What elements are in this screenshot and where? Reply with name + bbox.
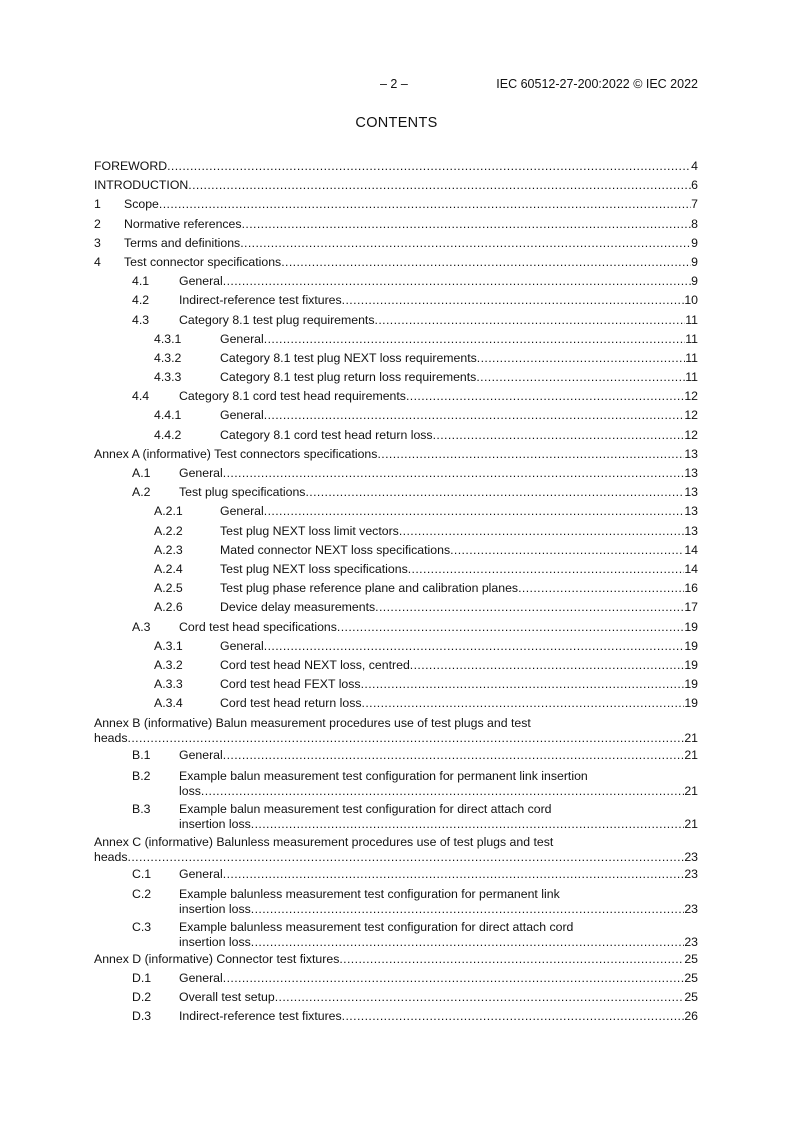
toc-entry-line	[113, 1007, 698, 1026]
toc-entry[interactable]	[94, 598, 698, 617]
toc-entry-title[interactable]: INTRODUCTION	[94, 178, 189, 193]
toc-entry[interactable]	[94, 387, 698, 406]
toc-entry-title-continued[interactable]: insertion loss	[179, 934, 251, 949]
toc-page-number[interactable]: 25	[684, 951, 698, 966]
toc-entry-number: A.2.3	[154, 542, 183, 557]
toc-page-number[interactable]: 19	[684, 677, 698, 692]
toc-page-number[interactable]: 12	[684, 389, 698, 404]
toc-entry[interactable]	[94, 694, 698, 713]
toc-leader-dots	[305, 483, 684, 502]
toc-leader-dots	[223, 865, 685, 884]
toc-entry-number: A.2.6	[154, 600, 183, 615]
toc-page-number[interactable]: 19	[684, 696, 698, 711]
toc-entry-line	[94, 950, 698, 969]
document-reference: IEC 60512-27-200:2022 © IEC 2022	[496, 77, 698, 91]
toc-entry-title[interactable]: Mated connector NEXT loss specifications	[220, 542, 451, 557]
toc-leader-dots	[223, 272, 691, 291]
toc-entry-first-line	[94, 713, 698, 730]
toc-entry-number: A.3.1	[154, 638, 183, 653]
toc-leader-dots	[128, 849, 685, 865]
toc-leader-dots	[477, 349, 685, 368]
toc-entry-line	[124, 330, 698, 349]
toc-entry-title-continued[interactable]: insertion loss	[179, 816, 251, 831]
toc-entry-title[interactable]: FOREWORD	[94, 159, 168, 173]
toc-entry-line	[94, 215, 698, 234]
toc-entry-title[interactable]: Annex B (informative) Balun measurement procedures use of test plugs and test	[94, 716, 531, 731]
toc-entry-title[interactable]: Category 8.1 test plug NEXT loss requirements	[220, 350, 477, 365]
toc-entry[interactable]	[94, 656, 698, 675]
toc-entry[interactable]	[94, 522, 698, 541]
toc-entry[interactable]	[94, 445, 698, 464]
toc-entry-line	[94, 195, 698, 214]
toc-entry-line	[113, 464, 698, 483]
toc-leader-dots	[361, 675, 685, 694]
toc-page-number[interactable]: 25	[684, 971, 698, 985]
toc-entry-first-line	[113, 766, 698, 783]
toc-entry-line	[94, 253, 698, 272]
toc-entry-number: 2	[94, 216, 101, 231]
toc-entry-line	[124, 675, 698, 694]
toc-entry-title-continued[interactable]: heads	[94, 731, 128, 746]
toc-entry[interactable]	[94, 799, 698, 832]
toc-page-number[interactable]: 14	[684, 561, 698, 576]
toc-entry[interactable]	[94, 713, 698, 746]
toc-entry-number: A.2.5	[154, 581, 183, 596]
toc-entry-line	[113, 969, 698, 988]
toc-page-number[interactable]: 21	[684, 748, 698, 763]
toc-entry-line	[124, 598, 698, 617]
toc-entry-line	[94, 445, 698, 464]
toc-entry-number: D.3	[132, 1009, 152, 1024]
toc-entry[interactable]	[94, 541, 698, 560]
toc-entry[interactable]	[94, 291, 698, 310]
toc-entry-title-continued[interactable]: heads	[94, 849, 128, 864]
toc-leader-dots	[223, 464, 685, 483]
toc-entry-line	[124, 579, 698, 598]
toc-entry-line	[113, 746, 698, 765]
page-number: – 2 –	[380, 77, 408, 91]
toc-entry-number: 4.3.3	[154, 370, 182, 385]
toc-entry-number: 4.2	[132, 293, 150, 308]
toc-entry-number: 4.3.2	[154, 350, 182, 365]
toc-entry-number: A.3	[132, 619, 151, 634]
toc-page-number[interactable]: 21	[684, 783, 698, 798]
toc-leader-dots	[167, 157, 691, 176]
toc-leader-dots	[377, 445, 684, 464]
toc-entry[interactable]	[94, 368, 698, 387]
toc-entry-number: 3	[94, 235, 101, 250]
toc-entry-number: 1	[94, 197, 101, 212]
toc-entry-number: A.3.2	[154, 657, 183, 672]
toc-leader-dots	[342, 291, 685, 310]
toc-entry-title[interactable]: Indirect-reference test fixtures	[179, 1009, 342, 1024]
toc-entry-title[interactable]: Cord test head return loss	[220, 696, 362, 711]
toc-entry-title[interactable]: Category 8.1 cord test head requirements	[179, 389, 406, 404]
toc-leader-dots	[251, 816, 685, 832]
toc-entry[interactable]	[94, 234, 698, 253]
toc-entry-title[interactable]: General	[220, 331, 264, 346]
toc-page-number[interactable]: 16	[684, 581, 698, 596]
toc-entry[interactable]	[94, 253, 698, 272]
toc-leader-dots	[476, 368, 685, 387]
toc-page-number[interactable]: 7	[691, 197, 698, 212]
toc-entry-number: A.3.3	[154, 677, 183, 692]
toc-entry[interactable]	[94, 464, 698, 483]
toc-entry-title[interactable]: Test plug NEXT loss limit vectors	[220, 523, 399, 538]
toc-entry-line	[113, 311, 698, 330]
toc-entry-line	[113, 272, 698, 291]
toc-leader-dots	[281, 253, 691, 272]
toc-page-number[interactable]: 13	[684, 485, 698, 500]
toc-page-number[interactable]: 13	[684, 446, 698, 461]
toc-entry-title[interactable]: General	[220, 408, 264, 423]
toc-leader-dots	[264, 637, 685, 656]
toc-entry-title[interactable]: Overall test setup	[179, 990, 275, 1005]
toc-page-number[interactable]: 23	[684, 934, 698, 949]
toc-leader-dots	[242, 215, 692, 234]
toc-entry-line	[113, 387, 698, 406]
toc-entry-title[interactable]: Test plug NEXT loss specifications	[220, 561, 408, 576]
toc-entry-title[interactable]: Test plug phase reference plane and calibration planes	[220, 581, 519, 596]
toc-entry-title[interactable]: Example balun measurement test configuration for permanent link insertion	[179, 768, 588, 783]
toc-entry-number: A.2.1	[154, 504, 183, 519]
toc-entry-title[interactable]: Cord test head specifications	[179, 619, 337, 634]
toc-entry-title[interactable]: General	[179, 466, 223, 480]
toc-entry[interactable]	[94, 988, 698, 1007]
toc-entry-line	[124, 694, 698, 713]
toc-entry[interactable]	[94, 969, 698, 988]
toc-page-number[interactable]: 17	[684, 600, 698, 615]
toc-entry-number: C.3	[132, 919, 152, 934]
toc-entry-number: A.2.2	[154, 523, 183, 538]
toc-leader-dots	[450, 541, 684, 560]
toc-entry-title[interactable]: Category 8.1 test plug return loss requirements	[220, 370, 477, 385]
toc-entry-number: A.2.4	[154, 561, 183, 576]
toc-entry-title[interactable]: Example balunless measurement test configuration for permanent link	[179, 886, 560, 901]
toc-leader-dots	[264, 406, 685, 425]
toc-entry-number: B.1	[132, 748, 151, 763]
toc-entry-line	[113, 865, 698, 884]
toc-leader-dots	[433, 426, 685, 445]
toc-entry[interactable]	[94, 502, 698, 521]
toc-page-number[interactable]: 23	[684, 849, 698, 864]
toc-leader-dots	[406, 387, 684, 406]
toc-leader-dots	[264, 330, 685, 349]
toc-entry[interactable]	[94, 272, 698, 291]
toc-leader-dots	[223, 746, 685, 765]
toc-leader-dots	[399, 522, 684, 541]
toc-entry-number: C.1	[132, 866, 152, 881]
toc-entry-title[interactable]: General	[220, 638, 264, 653]
toc-entry-line	[124, 637, 698, 656]
toc-entry-title[interactable]: Annex C (informative) Balunless measurement procedures use of test plugs and test	[94, 834, 554, 849]
toc-entry-number: C.2	[132, 886, 152, 901]
toc-page-number[interactable]: 11	[685, 331, 698, 346]
toc-entry-number: 4.4.2	[154, 427, 182, 442]
toc-page-number[interactable]: 25	[684, 990, 698, 1005]
toc-entry-title[interactable]: Example balunless measurement test configuration for direct attach cord	[179, 919, 574, 934]
toc-entry-continuation	[94, 730, 698, 746]
toc-page-number[interactable]: 6	[691, 178, 698, 193]
toc-entry-line	[124, 656, 698, 675]
toc-entry-title[interactable]: Terms and definitions	[124, 235, 241, 250]
toc-leader-dots	[410, 656, 685, 675]
toc-entry-title[interactable]: General	[220, 504, 264, 519]
toc-entry-line	[94, 157, 698, 176]
toc-entry-line	[124, 426, 698, 445]
toc-page-number[interactable]: 21	[684, 731, 698, 746]
toc-entry-number: A.2	[132, 485, 151, 500]
toc-page-number[interactable]: 12	[684, 427, 698, 442]
toc-leader-dots	[159, 195, 691, 214]
toc-entry-title[interactable]: Category 8.1 cord test head return loss	[220, 427, 433, 442]
toc-entry-number: 4.1	[132, 274, 150, 289]
toc-page-number[interactable]: 14	[684, 542, 698, 557]
toc-entry-line	[113, 988, 698, 1007]
toc-entry[interactable]	[94, 176, 698, 195]
toc-page-number[interactable]: 4	[691, 159, 698, 173]
toc-entry-title[interactable]: Cord test head FEXT loss	[220, 677, 361, 692]
toc-entry-number: B.2	[132, 768, 151, 783]
toc-entry-title[interactable]: Indirect-reference test fixtures	[179, 293, 342, 308]
toc-entry[interactable]	[94, 766, 698, 799]
toc-entry[interactable]	[94, 330, 698, 349]
toc-entry-title[interactable]: Annex D (informative) Connector test fixtures	[94, 951, 340, 966]
toc-page-number[interactable]: 9	[691, 274, 698, 289]
toc-entry-title[interactable]: Example balun measurement test configuration for direct attach cord	[179, 801, 552, 816]
toc-entry-first-line	[113, 884, 698, 901]
toc-page-number[interactable]: 23	[684, 901, 698, 916]
toc-page-number[interactable]: 23	[684, 866, 698, 881]
toc-leader-dots	[375, 598, 684, 617]
toc-entry-line	[113, 291, 698, 310]
toc-entry-continuation	[94, 849, 698, 865]
toc-leader-dots	[518, 579, 684, 598]
toc-leader-dots	[251, 901, 685, 917]
toc-entry-line	[113, 618, 698, 637]
toc-entry-title[interactable]: Normative references	[124, 216, 242, 231]
toc-leader-dots	[251, 934, 685, 950]
toc-page-number[interactable]: 9	[691, 254, 698, 269]
toc-entry[interactable]	[94, 950, 698, 969]
toc-entry[interactable]	[94, 560, 698, 579]
toc-entry-number: D.2	[132, 990, 152, 1005]
toc-page-number[interactable]: 19	[684, 638, 698, 653]
toc-entry-first-line	[113, 799, 698, 816]
toc-leader-dots	[240, 234, 691, 253]
toc-entry-line	[124, 349, 698, 368]
toc-entry-title[interactable]: Test plug specifications	[179, 485, 306, 500]
toc-entry[interactable]	[94, 311, 698, 330]
toc-entry-line	[124, 502, 698, 521]
toc-entry[interactable]	[94, 917, 698, 950]
toc-entry[interactable]	[94, 426, 698, 445]
toc-entry-title[interactable]: Cord test head NEXT loss, centred	[220, 657, 410, 672]
toc-leader-dots	[201, 783, 684, 799]
toc-entry[interactable]	[94, 483, 698, 502]
toc-page-number[interactable]: 13	[684, 523, 698, 538]
toc-entry[interactable]	[94, 637, 698, 656]
toc-entry-continuation	[113, 816, 698, 832]
toc-entry-line	[94, 234, 698, 253]
toc-page-number[interactable]: 8	[691, 216, 698, 231]
toc-entry-title[interactable]: General	[179, 971, 223, 985]
toc-page-number[interactable]: 11	[685, 350, 698, 365]
toc-entry[interactable]	[94, 215, 698, 234]
toc-entry-line	[113, 483, 698, 502]
toc-entry-title[interactable]: General	[179, 274, 223, 289]
toc-leader-dots	[362, 694, 685, 713]
toc-page-number[interactable]: 13	[684, 504, 698, 519]
toc-entry[interactable]	[94, 157, 698, 176]
toc-page-number[interactable]: 19	[684, 619, 698, 634]
toc-entry-continuation	[113, 934, 698, 950]
toc-entry-title[interactable]: Device delay measurements	[220, 600, 376, 615]
toc-entry-title-continued[interactable]: insertion loss	[179, 901, 251, 916]
toc-entry-title[interactable]: General	[179, 866, 223, 881]
toc-entry-line	[124, 522, 698, 541]
toc-entry-title-continued[interactable]: loss	[179, 783, 201, 798]
toc-entry-line	[124, 406, 698, 425]
toc-page-number[interactable]: 11	[685, 312, 698, 327]
toc-entry-number: A.3.4	[154, 696, 183, 711]
toc-entry-title[interactable]: Scope	[124, 197, 159, 212]
toc-entry-number: 4.4	[132, 389, 150, 404]
toc-entry-number: A.1	[132, 466, 151, 480]
toc-page-number[interactable]: 11	[685, 370, 698, 385]
toc-entry[interactable]	[94, 675, 698, 694]
toc-entry[interactable]	[94, 832, 698, 865]
toc-page-number[interactable]: 10	[684, 293, 698, 308]
toc-entry-title[interactable]: Category 8.1 test plug requirements	[179, 312, 375, 327]
toc-entry-number: 4.3	[132, 312, 150, 327]
toc-leader-dots	[223, 969, 685, 988]
toc-entry-number: 4.3.1	[154, 331, 182, 346]
toc-entry-number: 4.4.1	[154, 408, 182, 423]
toc-entry[interactable]	[94, 195, 698, 214]
toc-entry[interactable]	[94, 884, 698, 917]
toc-leader-dots	[339, 950, 684, 969]
toc-entry[interactable]	[94, 349, 698, 368]
toc-entry-title[interactable]: Annex A (informative) Test connectors specifications	[94, 446, 378, 461]
toc-entry-line	[124, 560, 698, 579]
toc-entry-first-line	[113, 917, 698, 934]
toc-entry-number: D.1	[132, 971, 152, 985]
toc-page-number[interactable]: 13	[684, 466, 698, 480]
toc-entry-line	[124, 368, 698, 387]
toc-entry[interactable]	[94, 865, 698, 884]
toc-leader-dots	[342, 1007, 685, 1026]
toc-page-number[interactable]: 9	[691, 235, 698, 250]
toc-page-number[interactable]: 12	[684, 408, 698, 423]
toc-entry-first-line	[94, 832, 698, 849]
toc-page-number[interactable]: 26	[684, 1009, 698, 1024]
toc-leader-dots	[337, 618, 684, 637]
toc-leader-dots	[264, 502, 685, 521]
toc-entry[interactable]	[94, 618, 698, 637]
toc-entry[interactable]	[94, 579, 698, 598]
toc-entry[interactable]	[94, 406, 698, 425]
toc-entry-line	[124, 541, 698, 560]
toc-entry[interactable]	[94, 1007, 698, 1026]
toc-entry-title[interactable]: Test connector specifications	[124, 254, 282, 269]
toc-entry-number: 4	[94, 254, 101, 269]
toc-page-number[interactable]: 19	[684, 657, 698, 672]
toc-entry[interactable]	[94, 746, 698, 765]
toc-entry-continuation	[113, 901, 698, 917]
toc-entry-title[interactable]: General	[179, 748, 223, 763]
toc-leader-dots	[375, 311, 686, 330]
toc-entry-line	[94, 176, 698, 195]
toc-leader-dots	[188, 176, 691, 195]
table-of-contents	[94, 157, 698, 1027]
toc-leader-dots	[128, 730, 685, 746]
toc-entry-number: B.3	[132, 801, 151, 816]
page-title: CONTENTS	[355, 115, 438, 131]
toc-entry-continuation	[113, 783, 698, 799]
toc-leader-dots	[275, 988, 685, 1007]
toc-page-number[interactable]: 21	[684, 816, 698, 831]
toc-leader-dots	[408, 560, 685, 579]
